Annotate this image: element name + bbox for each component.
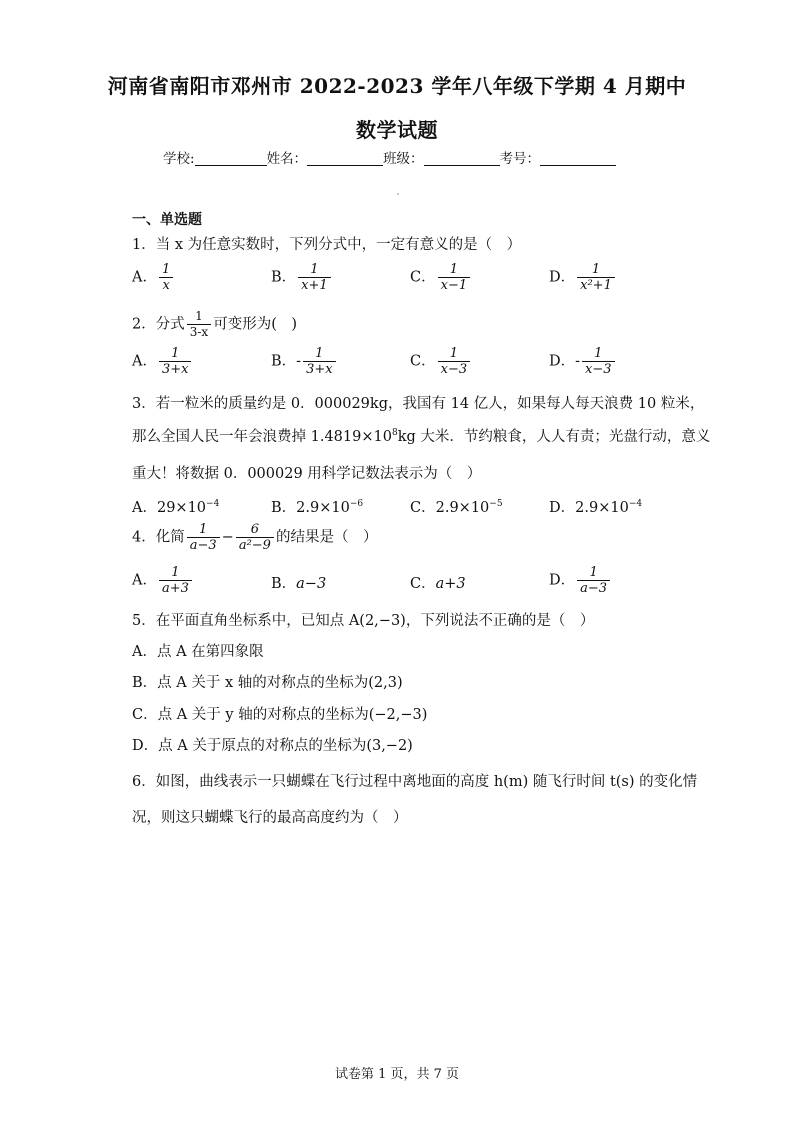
q5-option-b: B．点 A 关于 x 轴的对称点的坐标为(2,3) bbox=[132, 675, 403, 691]
name-label: 姓名： bbox=[266, 151, 308, 167]
q3-line-1: 3．若一粒米的质量约是 0．000029kg，我国有 14 亿人，如果每人每天浪费 10 粒米， bbox=[132, 396, 705, 412]
q1-option-c: C． $\frac{1}{x-1}$ bbox=[410, 262, 472, 293]
q1-option-b: B． $\frac{1}{x+1}$ bbox=[271, 262, 333, 293]
school-label: 学校: bbox=[163, 151, 195, 167]
q2-option-c: C． $\frac{1}{x-3}$ bbox=[410, 346, 472, 377]
q2-stem: 2．分式 $\frac{1}{3-x}$ 可变形为( ) bbox=[132, 309, 298, 339]
q3-option-b: B．$2.9\times 10^{-6}$ bbox=[271, 499, 364, 516]
class-label: 班级： bbox=[383, 151, 424, 167]
section-heading: 一、单选题 bbox=[132, 212, 202, 228]
q1-option-a: A． $\frac{1}{x}$ bbox=[132, 262, 175, 293]
q6-line-1: 6．如图，曲线表示一只蝴蝶在飞行过程中离地面的高度 h(m) 随飞行时间 t(s) 的变化情 bbox=[132, 774, 698, 790]
q3-option-d: D．$2.9\times 10^{-4}$ bbox=[549, 499, 643, 516]
q4-option-b: B．a−3 bbox=[271, 576, 327, 592]
stray-dot bbox=[397, 193, 399, 195]
q3-line-3: 重大！将数据 0．000029 用科学记数法表示为（ ） bbox=[132, 466, 482, 482]
title-line-2: 数学试题 bbox=[356, 118, 438, 142]
q6-line-2: 况，则这只蝴蝶飞行的最高高度约为（ ） bbox=[132, 810, 408, 826]
q3-option-c: C．$2.9\times 10^{-5}$ bbox=[410, 499, 503, 516]
name-blank bbox=[307, 151, 383, 166]
q4-stem: 4．化简 $\frac{1}{a-3}$ − $\frac{6}{\text{a²−9}}$ 的结果是（ ） bbox=[132, 522, 378, 553]
q1-stem: 1．当 x 为任意实数时，下列分式中，一定有意义的是（ ） bbox=[132, 237, 522, 253]
school-blank bbox=[195, 151, 267, 166]
q5-stem: 5．在平面直角坐标系中，已知点 A(2,−3)，下列说法不正确的是（ ） bbox=[132, 613, 595, 629]
q5-option-c: C．点 A 关于 y 轴的对称点的坐标为(−2,−3) bbox=[132, 707, 428, 723]
q3-option-a: A．$29\times 10^{-4}$ bbox=[132, 499, 220, 516]
info-line bbox=[163, 147, 616, 167]
class-blank bbox=[424, 151, 500, 166]
title-line-1: 河南省南阳市邓州市 2022-2023 学年八年级下学期 4 月期中 bbox=[107, 74, 687, 98]
exam-no-blank bbox=[540, 151, 616, 166]
q2-option-d: D．- $\frac{1}{x-3}$ bbox=[549, 346, 617, 377]
exam-no-label: 考号： bbox=[499, 151, 541, 167]
q2-option-a: A． $\frac{1}{3+x}$ bbox=[132, 346, 193, 377]
q3-line-2: 那么全国人民一年会浪费掉 $1.4819\times 10^8kg$ 大米．节约粮食，人人有责；光盘行动，意义 bbox=[132, 428, 711, 445]
q4-option-a: A． $\frac{1}{a+3}$ bbox=[132, 565, 194, 596]
q4-option-d: D． $\frac{1}{a-3}$ bbox=[549, 565, 612, 596]
q5-option-a: A．点 A 在第四象限 bbox=[132, 644, 264, 660]
q1-option-d: D． $\frac{1}{\text{x²+1}}$ bbox=[549, 262, 617, 293]
q5-option-d: D．点 A 关于原点的对称点的坐标为(3,−2) bbox=[132, 738, 413, 754]
q2-option-b: B．- $\frac{1}{3+x}$ bbox=[271, 346, 338, 377]
q4-option-c: C．a+3 bbox=[410, 576, 466, 592]
page-footer: 试卷第 1 页，共 7 页 bbox=[334, 1067, 460, 1082]
